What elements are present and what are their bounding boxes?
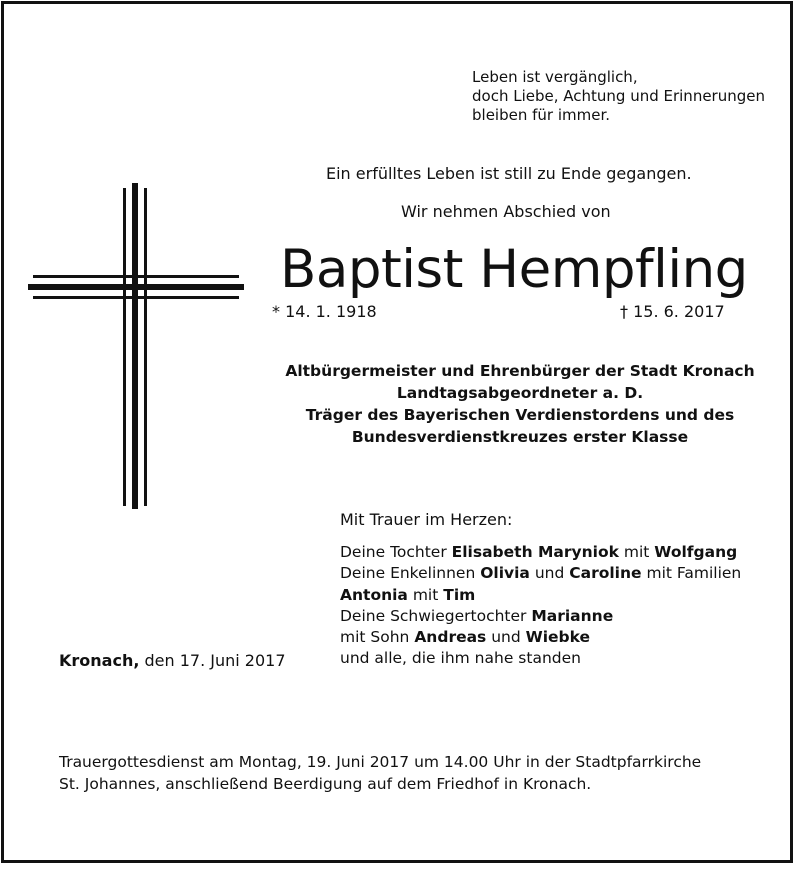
- mourner-line: [340, 542, 741, 563]
- funeral-service-info: [59, 751, 701, 795]
- mourner-name: Andreas: [414, 628, 487, 647]
- mourner-name: Marianne: [531, 606, 614, 625]
- poem-line: doch Liebe, Achtung und Erinnerungen: [472, 87, 765, 105]
- place-and-date: [59, 651, 286, 670]
- mourner-name: Wiebke: [525, 628, 591, 647]
- text-plain: mit: [618, 543, 655, 561]
- mourner-line: [340, 585, 741, 606]
- mourner-name: Olivia: [480, 564, 530, 583]
- honorary-titles: [255, 360, 785, 448]
- poem-line: Leben ist vergänglich,: [472, 68, 638, 86]
- mourner-name: Caroline: [569, 564, 642, 583]
- title-line: Bundesverdienstkreuzes erster Klasse: [351, 428, 689, 446]
- date: den 17. Juni 2017: [139, 651, 286, 670]
- deceased-name: Baptist Hempfling: [280, 239, 748, 300]
- poem: [472, 68, 765, 125]
- text-plain: Deine Tochter: [340, 543, 452, 561]
- text-plain: und: [486, 628, 526, 647]
- farewell-text: Wir nehmen Abschied von: [401, 202, 611, 221]
- text-plain: Deine Enkelinnen: [340, 564, 481, 583]
- birth-date: * 14. 1. 1918: [272, 302, 377, 321]
- mourner-name: Wolfgang: [654, 543, 738, 561]
- text-plain: und: [529, 564, 570, 583]
- place: Kronach,: [59, 651, 140, 670]
- text-plain: Deine Schwiegertochter: [340, 606, 532, 625]
- text-plain: mit: [407, 585, 444, 604]
- poem-line: bleiben für immer.: [472, 106, 611, 124]
- mourner-line: [340, 627, 741, 648]
- mourner-name: Tim: [443, 585, 476, 604]
- text-plain: mit Familien: [641, 564, 742, 583]
- text-plain: mit Sohn: [340, 628, 415, 647]
- intro-text: Ein erfülltes Leben ist still zu Ende gegangen.: [326, 164, 692, 183]
- service-line: Trauergottesdienst am Montag, 19. Juni 2017 um 14.00 Uhr in der Stadtpfarrkirche: [59, 753, 702, 771]
- mourner-line: [340, 563, 741, 584]
- mourners-list: [340, 542, 741, 670]
- mourner-name: Antonia: [340, 585, 408, 604]
- death-date: † 15. 6. 2017: [620, 302, 725, 321]
- mourner-line: [340, 648, 741, 669]
- service-line: St. Johannes, anschließend Beerdigung auf dem Friedhof in Kronach.: [59, 775, 592, 793]
- title-line: Altbürgermeister und Ehrenbürger der Stadt Kronach: [285, 362, 755, 380]
- mourner-name: Elisabeth Maryniok: [451, 543, 619, 561]
- mourner-line: [340, 606, 741, 627]
- title-line: Landtagsabgeordneter a. D.: [396, 384, 644, 402]
- text-plain: und alle, die ihm nahe standen: [340, 649, 581, 668]
- mourners-intro: Mit Trauer im Herzen:: [340, 510, 513, 529]
- cross-icon: [28, 183, 244, 509]
- title-line: Träger des Bayerischen Verdienstordens und des: [305, 406, 735, 424]
